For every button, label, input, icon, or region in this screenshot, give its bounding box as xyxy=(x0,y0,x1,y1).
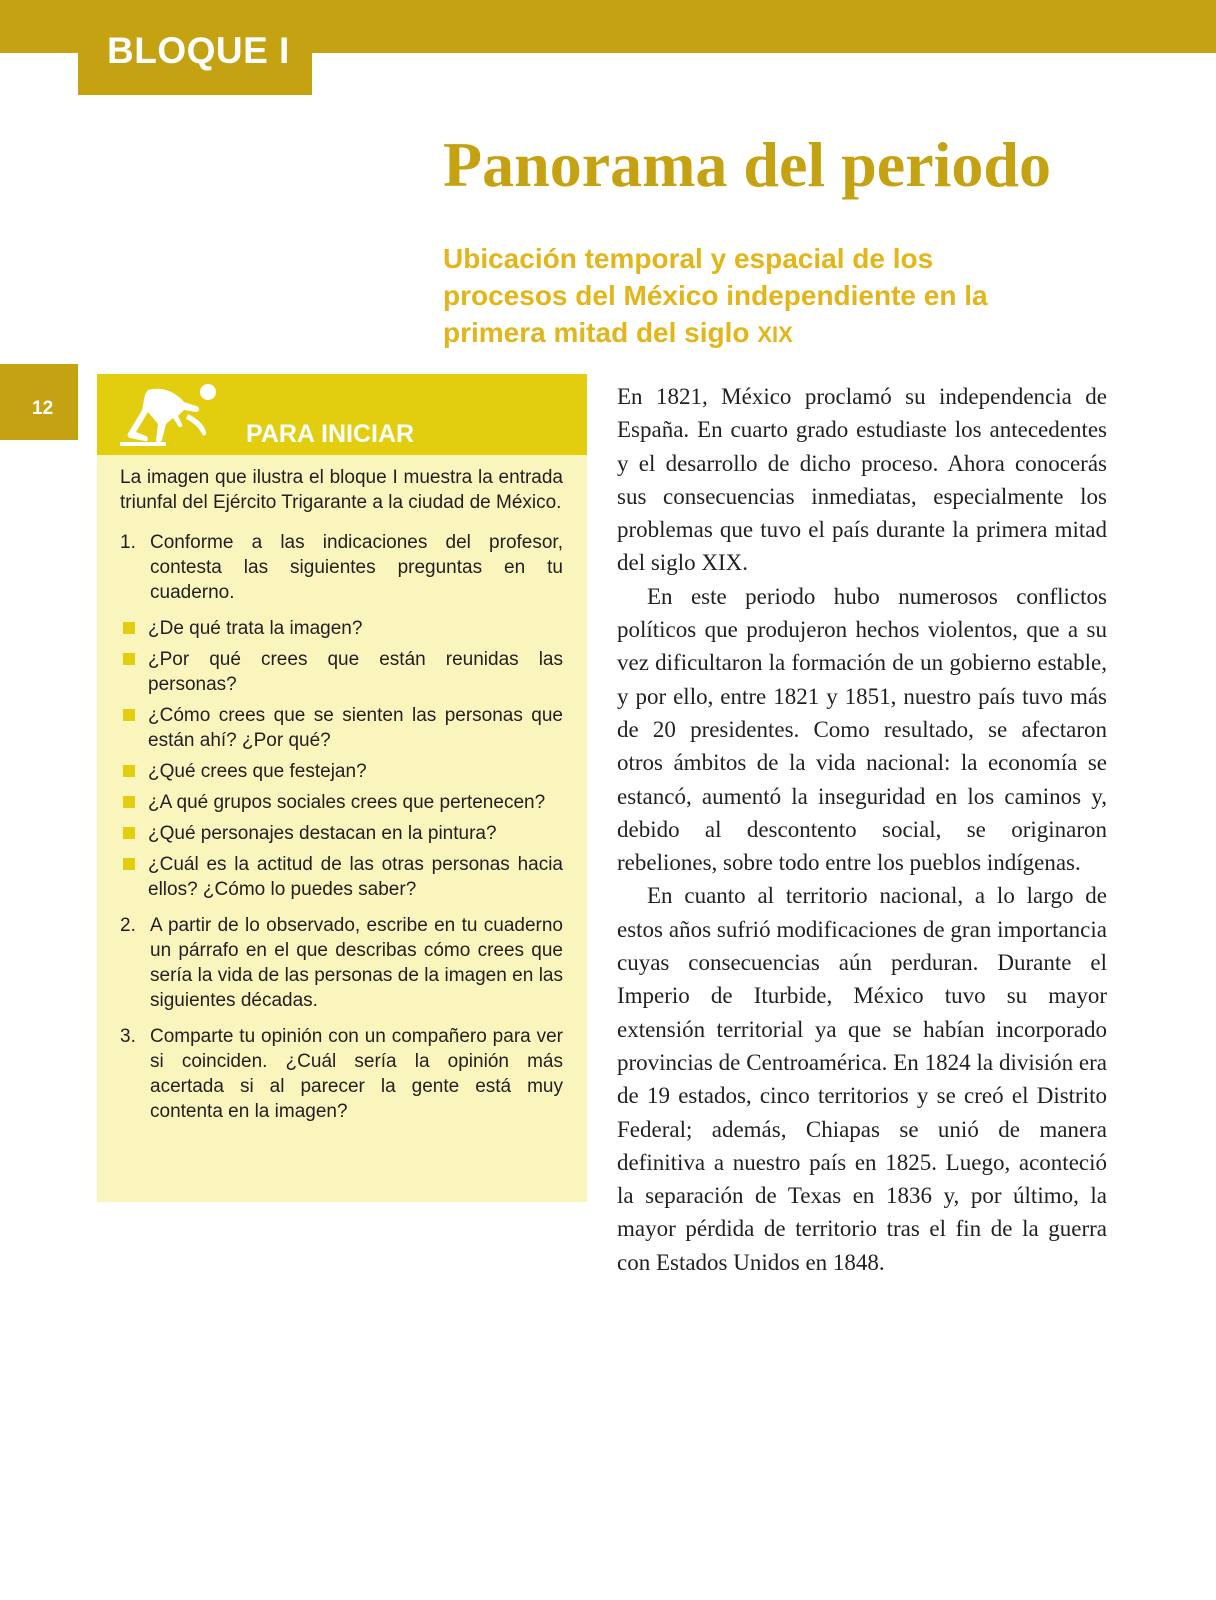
activity-number: 1. xyxy=(120,532,136,553)
question-list xyxy=(120,616,563,902)
activity-item xyxy=(120,530,563,605)
question-item xyxy=(120,616,563,641)
question-item xyxy=(120,790,563,815)
runner-start-icon xyxy=(118,382,222,450)
page-title: Panorama del periodo xyxy=(443,129,1051,200)
body-paragraph: En este periodo hubo numerosos conflictos políticos que produjeron hechos violentos, que a su vez dificultaron la formación de un gobierno estable, y por ello, entre 1821 y 1851, nuestro país tuvo más de 20 presidentes. Como resultado, se afectaron otros ámbitos de la vida nacional: la economía se estancó, aumentó la inseguridad en los caminos y, debido al descontento social, se originaron rebeliones, sobre todo entre los pueblos indígenas. xyxy=(617,583,1107,876)
bullet-square-icon xyxy=(123,622,135,634)
question-text: ¿Por qué crees que están reunidas las personas? xyxy=(148,649,563,695)
subtitle-century: XIX xyxy=(757,322,793,347)
question-text: ¿De qué trata la imagen? xyxy=(148,618,363,639)
question-item xyxy=(120,703,563,753)
activity-text: Comparte tu opinión con un compañero para ver si coinciden. ¿Cuál sería la opinión más acertada si al parecer la gente está muy contenta en la imagen? xyxy=(150,1026,563,1122)
main-text xyxy=(617,380,1107,1279)
para-iniciar-content xyxy=(120,465,563,1135)
bullet-square-icon xyxy=(123,709,135,721)
activity-text: Conforme a las indicaciones del profesor, contesta las siguientes preguntas en tu cuaderno. xyxy=(150,532,563,603)
activity-item xyxy=(120,1024,563,1124)
question-text: ¿A qué grupos sociales crees que pertenecen? xyxy=(148,792,546,813)
box-intro: La imagen que ilustra el bloque I muestra la entrada triunfal del Ejército Trigarante a la ciudad de México. xyxy=(120,467,563,513)
bullet-square-icon xyxy=(123,858,135,870)
question-item xyxy=(120,852,563,902)
bullet-square-icon xyxy=(123,765,135,777)
bullet-square-icon xyxy=(123,653,135,665)
body-paragraph: En cuanto al territorio nacional, a lo largo de estos años sufrió modificaciones de gran importancia cuyas consecuencias aún perduran. Durante el Imperio de Iturbide, México tuvo su mayor extensión territorial ya que se habían incorporado provincias de Centroamérica. En 1824 la división era de 19 estados, cinco territorios y se creó el Distrito Federal; además, Chiapas se unió de manera definitiva a nuestro país en 1825. Luego, aconteció la separación de Texas en 1836 y, por último, la mayor pérdida de territorio tras el fin de la guerra con Estados Unidos en 1848. xyxy=(617,883,1107,1275)
bullet-square-icon xyxy=(123,827,135,839)
page-number: 12 xyxy=(32,398,54,419)
question-text: ¿Cómo crees que se sienten las personas que están ahí? ¿Por qué? xyxy=(148,705,563,751)
question-text: ¿Cuál es la actitud de las otras personas hacia ellos? ¿Cómo lo puedes saber? xyxy=(148,854,563,900)
question-text: ¿Qué personajes destacan en la pintura? xyxy=(148,823,497,844)
para-iniciar-title: PARA INICIAR xyxy=(246,420,415,448)
body-paragraph: En 1821, México proclamó su independencia de España. En cuarto grado estudiaste los antecedentes y el desarrollo de dicho proceso. Ahora conocerás sus consecuencias inmediatas, especialmente los problemas que tuvo el país durante la primera mitad del siglo XIX. xyxy=(617,384,1107,576)
page-subtitle xyxy=(443,240,1063,353)
question-item xyxy=(120,647,563,697)
question-text: ¿Qué crees que festejan? xyxy=(148,761,367,782)
question-item xyxy=(120,759,563,784)
activity-item xyxy=(120,913,563,1013)
activity-text: A partir de lo observado, escribe en tu cuaderno un párrafo en el que describas cómo crees que sería la vida de las personas de la imagen en las siguientes décadas. xyxy=(150,915,563,1011)
bullet-square-icon xyxy=(123,796,135,808)
subtitle-text: Ubicación temporal y espacial de los procesos del México independiente en la primera mitad del siglo xyxy=(443,243,988,348)
activity-number: 3. xyxy=(120,1026,136,1047)
bloque-label: BLOQUE I xyxy=(107,30,290,71)
question-item xyxy=(120,821,563,846)
activity-number: 2. xyxy=(120,915,136,936)
